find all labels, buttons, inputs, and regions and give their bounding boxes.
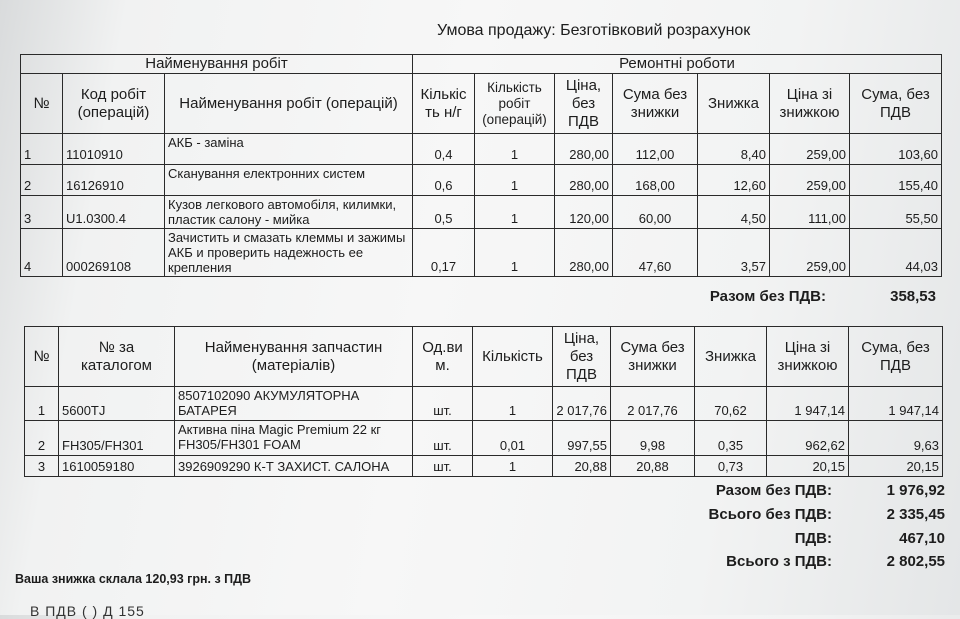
col-header: Сума, без ПДВ xyxy=(850,74,942,134)
norm-hours: 0,5 xyxy=(413,196,475,229)
grand-total-with-vat-row xyxy=(600,553,945,573)
parts-subtotal-label: Разом без ПДВ: xyxy=(715,482,832,499)
discount: 3,57 xyxy=(698,229,770,277)
repairs-group-header: Ремонтні роботи xyxy=(413,55,942,74)
norm-hours: 0,6 xyxy=(413,165,475,196)
vat-row xyxy=(600,530,945,550)
price: 280,00 xyxy=(555,165,613,196)
discount: 70,62 xyxy=(695,387,767,421)
sum-no-discount: 9,98 xyxy=(611,421,695,456)
parts-subtotal-value: 1 976,92 xyxy=(886,482,945,499)
works-total-value: 358,53 xyxy=(890,288,936,305)
discount: 8,40 xyxy=(698,134,770,165)
table-row xyxy=(21,229,942,277)
total-no-vat: 20,15 xyxy=(849,456,943,477)
unit: шт. xyxy=(413,387,473,421)
row-number: 2 xyxy=(21,165,63,196)
price-discounted: 259,00 xyxy=(770,165,850,196)
unit: шт. xyxy=(413,456,473,477)
work-name: Кузов легкового автомобіля, килимки, пластик салону - мийка xyxy=(165,196,413,229)
col-header: Ціна, без ПДВ xyxy=(553,327,611,387)
works-group-header: Найменування робіт xyxy=(21,55,413,74)
part-qty: 1 xyxy=(473,456,553,477)
work-code: 16126910 xyxy=(63,165,165,196)
col-header: Ціна, без ПДВ xyxy=(555,74,613,134)
discount-note: Ваша знижка склала 120,93 грн. з ПДВ xyxy=(15,572,252,586)
work-code: U1.0300.4 xyxy=(63,196,165,229)
work-qty: 1 xyxy=(475,196,555,229)
works-header-row xyxy=(21,74,942,134)
row-number: 1 xyxy=(25,387,59,421)
price: 997,55 xyxy=(553,421,611,456)
work-name: Зачистить и смазать клеммы и зажимы АКБ и проверить надежность ее крепления xyxy=(165,229,413,277)
discount: 0,73 xyxy=(695,456,767,477)
col-header: Код робіт (операцій) xyxy=(63,74,165,134)
works-total-row xyxy=(600,288,940,308)
sale-terms: Умова продажу: Безготівковий розрахунок xyxy=(437,22,751,39)
col-header: Кількість робіт (операцій) xyxy=(475,74,555,134)
price-discounted: 111,00 xyxy=(770,196,850,229)
part-qty: 0,01 xyxy=(473,421,553,456)
row-number: 3 xyxy=(25,456,59,477)
price: 120,00 xyxy=(555,196,613,229)
work-code: 000269108 xyxy=(63,229,165,277)
works-total-label: Разом без ПДВ: xyxy=(709,288,826,305)
price: 280,00 xyxy=(555,134,613,165)
sum-no-discount: 112,00 xyxy=(613,134,698,165)
grand-total-with-vat-label: Всього з ПДВ: xyxy=(726,553,832,570)
norm-hours: 0,17 xyxy=(413,229,475,277)
part-name: 3926909290 К-Т ЗАХИСТ. САЛОНА xyxy=(175,456,413,477)
table-row xyxy=(25,456,943,477)
col-header: Сума без знижки xyxy=(613,74,698,134)
works-table xyxy=(20,54,942,277)
col-header: Сума без знижки xyxy=(611,327,695,387)
col-header: Знижка xyxy=(698,74,770,134)
row-number: 1 xyxy=(21,134,63,165)
work-qty: 1 xyxy=(475,229,555,277)
norm-hours: 0,4 xyxy=(413,134,475,165)
table-row xyxy=(21,165,942,196)
col-header: № за каталогом xyxy=(59,327,175,387)
total-no-vat: 155,40 xyxy=(850,165,942,196)
price: 280,00 xyxy=(555,229,613,277)
grand-total-no-vat-label: Всього без ПДВ: xyxy=(708,506,832,523)
total-no-vat: 9,63 xyxy=(849,421,943,456)
col-header: Кількіс ть н/г xyxy=(413,74,475,134)
parts-subtotal-row xyxy=(600,482,945,502)
total-no-vat: 55,50 xyxy=(850,196,942,229)
work-qty: 1 xyxy=(475,165,555,196)
total-no-vat: 103,60 xyxy=(850,134,942,165)
col-header: Кількість xyxy=(473,327,553,387)
price-discounted: 1 947,14 xyxy=(767,387,849,421)
discount: 12,60 xyxy=(698,165,770,196)
catalog-number: 5600TJ xyxy=(59,387,175,421)
vat-value: 467,10 xyxy=(899,530,945,547)
parts-table xyxy=(24,326,943,477)
sum-no-discount: 168,00 xyxy=(613,165,698,196)
part-qty: 1 xyxy=(473,387,553,421)
price-discounted: 259,00 xyxy=(770,229,850,277)
discount: 4,50 xyxy=(698,196,770,229)
part-name: 8507102090 АКУМУЛЯТОРНА БАТАРЕЯ xyxy=(175,387,413,421)
row-number: 4 xyxy=(21,229,63,277)
parts-header-row xyxy=(25,327,943,387)
table-row xyxy=(25,387,943,421)
price-discounted: 962,62 xyxy=(767,421,849,456)
price: 2 017,76 xyxy=(553,387,611,421)
sum-no-discount: 20,88 xyxy=(611,456,695,477)
col-header: Найменування робіт (операцій) xyxy=(165,74,413,134)
grand-total-with-vat-value: 2 802,55 xyxy=(886,553,945,570)
row-number: 3 xyxy=(21,196,63,229)
discount: 0,35 xyxy=(695,421,767,456)
work-name: АКБ - заміна xyxy=(165,134,413,165)
table-row xyxy=(21,134,942,165)
work-name: Сканування електронних систем xyxy=(165,165,413,196)
grand-total-no-vat-row xyxy=(600,506,945,526)
col-header: № xyxy=(21,74,63,134)
part-name: Активна піна Magic Premium 22 кг FH305/FH301 FOAM xyxy=(175,421,413,456)
price-discounted: 259,00 xyxy=(770,134,850,165)
row-number: 2 xyxy=(25,421,59,456)
sum-no-discount: 60,00 xyxy=(613,196,698,229)
col-header: Сума, без ПДВ xyxy=(849,327,943,387)
sum-no-discount: 2 017,76 xyxy=(611,387,695,421)
col-header: Ціна зі знижкою xyxy=(770,74,850,134)
work-code: 11010910 xyxy=(63,134,165,165)
work-qty: 1 xyxy=(475,134,555,165)
sum-no-discount: 47,60 xyxy=(613,229,698,277)
total-no-vat: 1 947,14 xyxy=(849,387,943,421)
catalog-number: 1610059180 xyxy=(59,456,175,477)
vat-label: ПДВ: xyxy=(794,530,832,547)
total-no-vat: 44,03 xyxy=(850,229,942,277)
price: 20,88 xyxy=(553,456,611,477)
table-row xyxy=(25,421,943,456)
catalog-number: FH305/FH301 xyxy=(59,421,175,456)
col-header: Од.ви м. xyxy=(413,327,473,387)
col-header: № xyxy=(25,327,59,387)
cutoff-text-line: В ПДВ ( ) Д 155 xyxy=(30,603,145,619)
table-row xyxy=(21,196,942,229)
grand-total-no-vat-value: 2 335,45 xyxy=(886,506,945,523)
col-header: Знижка xyxy=(695,327,767,387)
unit: шт. xyxy=(413,421,473,456)
price-discounted: 20,15 xyxy=(767,456,849,477)
col-header: Найменування запчастин (матеріалів) xyxy=(175,327,413,387)
col-header: Ціна зі знижкою xyxy=(767,327,849,387)
